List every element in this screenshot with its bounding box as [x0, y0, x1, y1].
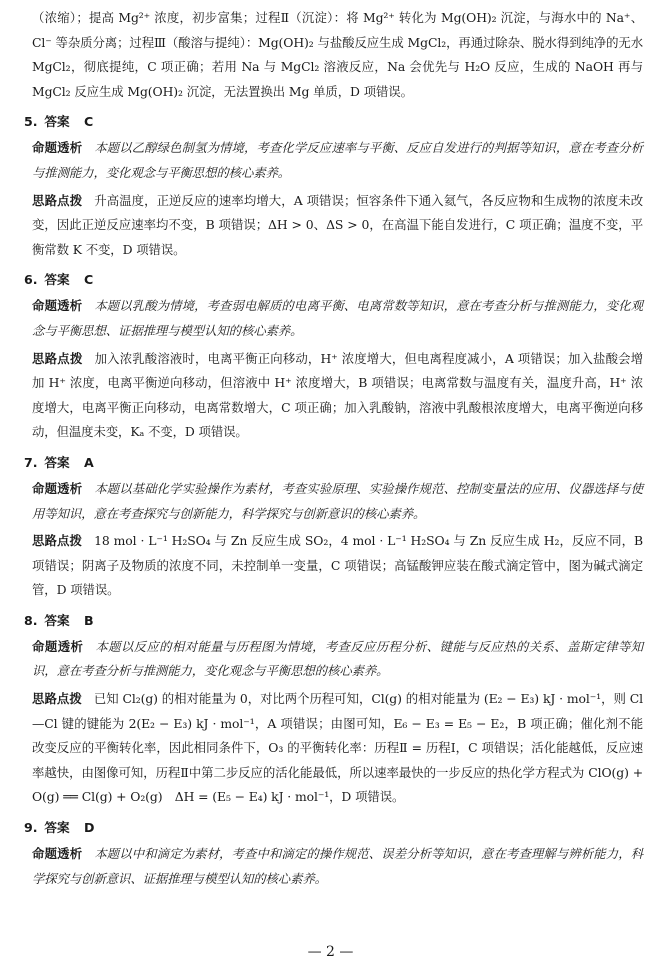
analysis-label: 命题透析	[32, 638, 84, 654]
page-number: — 2 —	[307, 944, 354, 960]
analysis-label: 命题透析	[32, 846, 83, 862]
answer-heading	[24, 450, 643, 475]
hint-label: 思路点拨	[32, 533, 83, 549]
question-7	[24, 450, 643, 603]
answer-label: 答案	[44, 820, 70, 836]
analysis-text: 本题以基础化学实验操作为素材，考查实验原理、实验操作规范、控制变量法的应用、仪器选择与使用等知识，意在考查探究与创新能力，科学探究与创新意识的核心素养。	[32, 480, 644, 521]
question-number: 5.	[24, 114, 38, 130]
question-number: 9.	[24, 820, 38, 836]
hint-paragraph	[32, 189, 643, 263]
hint-label: 思路点拨	[32, 192, 83, 208]
answer-label: 答案	[44, 114, 70, 130]
answer-label: 答案	[44, 454, 70, 470]
answer-value: B	[83, 612, 94, 628]
hint-text: 升高温度，正逆反应的速率均增大，A 项错误；恒容条件下通入氦气，各反应物和生成物的浓度未改变，因此正逆反应速率均不变，B 项错误；ΔH > 0、ΔS > 0，在高温下能自发进行，C 项正确；温度不变，平衡常数 K 不变，D 项错误。	[32, 192, 643, 257]
analysis-label: 命题透析	[32, 480, 83, 496]
intro-paragraph: （浓缩）；提高 Mg²⁺ 浓度，初步富集；过程Ⅱ（沉淀）：将 Mg²⁺ 转化为 Mg(OH)₂ 沉淀，与海水中的 Na⁺、Cl⁻ 等杂质分离；过程Ⅲ（酸溶与提纯）：Mg(OH)₂ 与盐酸反应生成 MgCl₂，再通过除杂、脱水得到纯净的无水 MgCl₂，彻底提纯，C 项正确；若用 Na 与 MgCl₂ 溶液反应，Na 会优先与 H₂O 反应，生成的 NaOH 再与 MgCl₂ 反应生成 Mg(OH)₂ 沉淀，无法置换出 Mg 单质，D 项错误。	[32, 10, 643, 99]
analysis-text: 本题以乳酸为情境，考查弱电解质的电离平衡、电离常数等知识，意在考查分析与推测能力，变化观念与平衡思想、证据推理与模型认知的核心素养。	[32, 298, 644, 338]
answer-value: A	[83, 454, 94, 470]
analysis-paragraph	[32, 136, 643, 185]
answer-heading	[24, 608, 643, 633]
question-number: 7.	[24, 454, 38, 470]
answer-heading	[24, 815, 643, 840]
question-9	[24, 815, 643, 891]
analysis-paragraph	[32, 477, 643, 526]
question-number: 6.	[24, 272, 38, 288]
answer-value: C	[83, 272, 94, 288]
answer-value: C	[83, 114, 94, 130]
hint-text: 已知 Cl₂(g) 的相对能量为 0，对比两个历程可知，Cl(g) 的相对能量为 (E₂ − E₃) kJ · mol⁻¹，则 Cl—Cl 键的键能为 2(E₂ − E₃) kJ · mol⁻¹，A 项错误；由图可知，E₆ − E₃ = E₅ − E₂，B 项正确；催化剂不能改变反应的平衡转化率，因此相同条件下，O₃ 的平衡转化率：历程Ⅱ = 历程Ⅰ，C 项错误；活化能越低，反应速率越快，由图像可知，历程Ⅱ中第二步反应的活化能最低，所以速率最快的一步反应的热化学方程式为 ClO(g) + O(g) ══ Cl(g) + O₂(g) ΔH = (E₅ − E₄) kJ · mol⁻¹，D 项错误。	[32, 691, 643, 805]
answer-label: 答案	[44, 272, 70, 288]
answer-value: D	[83, 820, 95, 836]
analysis-paragraph	[32, 635, 643, 684]
hint-text: 加入浓乳酸溶液时，电离平衡正向移动，H⁺ 浓度增大，但电离程度减小，A 项错误；加入盐酸会增加 H⁺ 浓度，电离平衡逆向移动，但溶液中 H⁺ 浓度增大，B 项错误；电离常数与温度有关，温度升高，H⁺ 浓度增大，电离平衡正向移动，电离常数增大，C 项正确；加入乳酸钠，溶液中乳酸根浓度增大，电离平衡逆向移动，但温度未变，Kₐ 不变，D 项错误。	[32, 350, 643, 440]
hint-paragraph	[32, 347, 643, 445]
question-8	[24, 608, 643, 810]
question-6	[24, 267, 643, 445]
analysis-paragraph	[32, 294, 643, 343]
answer-heading	[24, 267, 643, 292]
analysis-text: 本题以乙醇绿色制氢为情境，考查化学反应速率与平衡、反应自发进行的判据等知识，意在考查分析与推测能力，变化观念与平衡思想的核心素养。	[32, 140, 644, 180]
question-number: 8.	[24, 612, 38, 628]
analysis-label: 命题透析	[32, 298, 83, 314]
hint-label: 思路点拨	[32, 350, 83, 366]
analysis-label: 命题透析	[32, 140, 83, 156]
answer-heading	[24, 109, 643, 134]
analysis-paragraph	[32, 842, 643, 891]
analysis-text: 本题以反应的相对能量与历程图为情境，考查反应历程分析、键能与反应热的关系、盖斯定律等知识，意在考查分析与推测能力，变化观念与平衡思想的核心素养。	[32, 638, 644, 679]
hint-label: 思路点拨	[32, 691, 82, 707]
analysis-text: 本题以中和滴定为素材，考查中和滴定的操作规范、误差分析等知识，意在考查理解与辨析能力，科学探究与创新意识、证据推理与模型认知的核心素养。	[32, 846, 644, 886]
hint-text: 18 mol · L⁻¹ H₂SO₄ 与 Zn 反应生成 SO₂，4 mol · L⁻¹ H₂SO₄ 与 Zn 反应生成 H₂，反应不同，B 项错误；阴离子及物质的浓度不同，未控制单一变量，C 项错误；高锰酸钾应装在酸式滴定管中，图为碱式滴定管，D 项错误。	[32, 533, 643, 598]
hint-paragraph	[32, 529, 643, 603]
question-5	[24, 109, 643, 262]
answer-label: 答案	[44, 612, 70, 628]
hint-paragraph	[32, 687, 643, 810]
